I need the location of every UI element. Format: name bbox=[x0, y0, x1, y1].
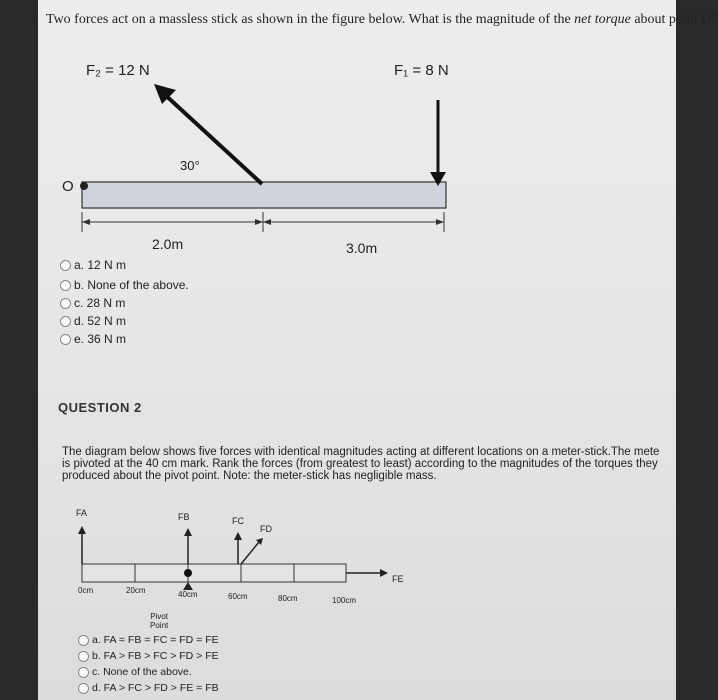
option-label: e. 36 N m bbox=[74, 332, 127, 346]
tick-20cm: 20cm bbox=[126, 586, 146, 595]
massless-stick bbox=[82, 182, 446, 208]
question2-figure bbox=[38, 510, 676, 630]
prompt-line-1: The diagram below shows five forces with identical magnitudes acting at different locations on a meter-stick.The mete bbox=[62, 446, 660, 458]
fd-label: FD bbox=[260, 524, 272, 534]
worksheet-photo bbox=[38, 0, 718, 700]
distance-3m-label: 3.0m bbox=[346, 240, 378, 256]
prompt-part-3: about point O? bbox=[630, 12, 718, 27]
fb-arrowhead bbox=[184, 528, 192, 536]
tick-100cm: 100cm bbox=[332, 596, 357, 605]
radio-button[interactable] bbox=[60, 280, 71, 291]
fc-label: FC bbox=[232, 516, 244, 526]
option-label: c. None of the above. bbox=[92, 666, 192, 678]
option-label: b. None of the above. bbox=[74, 278, 189, 292]
distance-2m-label: 2.0m bbox=[152, 236, 184, 252]
pivot-support bbox=[183, 582, 193, 590]
option-label: b. FA > FB > FC > FD > FE bbox=[92, 650, 219, 662]
tick-0cm: 0cm bbox=[78, 586, 94, 595]
radio-button[interactable] bbox=[78, 651, 89, 662]
dim-arrow-mid-left bbox=[255, 219, 263, 225]
question1-figure bbox=[38, 0, 676, 270]
pivot-point-label bbox=[150, 612, 168, 630]
fa-label: FA bbox=[76, 508, 88, 518]
radio-button[interactable] bbox=[78, 683, 89, 694]
radio-button[interactable] bbox=[78, 667, 89, 678]
q1-option-b[interactable] bbox=[60, 278, 189, 292]
f1-label: F₁ = 8 N bbox=[394, 62, 449, 79]
pivot-label-line1: Pivot bbox=[150, 612, 169, 621]
fa-arrowhead bbox=[78, 526, 86, 534]
radio-button[interactable] bbox=[60, 260, 71, 271]
option-label: a. 12 N m bbox=[74, 258, 127, 272]
prompt-line-2: is pivoted at the 40 cm mark. Rank the forces (from greatest to least) according to the magnitudes of the torques they bbox=[62, 458, 658, 470]
q1-option-a[interactable] bbox=[60, 258, 126, 272]
radio-button[interactable] bbox=[60, 334, 71, 345]
pivot-dot bbox=[184, 569, 192, 577]
fe-arrowhead bbox=[380, 569, 388, 577]
radio-button[interactable] bbox=[60, 316, 71, 327]
option-label: a. FA = FB = FC = FD = FE bbox=[92, 634, 219, 646]
q2-option-a[interactable] bbox=[78, 634, 219, 646]
question2-prompt bbox=[62, 446, 682, 482]
prompt-emphasis: net torque bbox=[574, 12, 631, 27]
tick-40cm: 40cm bbox=[178, 590, 198, 599]
option-label: c. 28 N m bbox=[74, 296, 126, 310]
q1-option-c[interactable] bbox=[60, 296, 125, 310]
f2-arrow-shaft bbox=[162, 92, 262, 184]
tick-60cm: 60cm bbox=[228, 592, 248, 601]
fb-label: FB bbox=[178, 512, 190, 522]
q2-option-c[interactable] bbox=[78, 666, 192, 678]
dim-arrow-right bbox=[436, 219, 444, 225]
radio-button[interactable] bbox=[78, 635, 89, 646]
fc-arrowhead bbox=[234, 532, 242, 540]
pivot-point-o bbox=[80, 182, 88, 190]
prompt-part-1: Two forces act on a massless stick as shown in the figure below. What is the magnitude of the bbox=[46, 12, 575, 27]
q1-option-e[interactable] bbox=[60, 332, 126, 346]
q2-option-d[interactable] bbox=[78, 682, 219, 694]
dim-arrow-left bbox=[82, 219, 90, 225]
point-o-label: O bbox=[62, 178, 74, 195]
radio-button[interactable] bbox=[60, 298, 71, 309]
meter-stick bbox=[82, 564, 346, 582]
tick-80cm: 80cm bbox=[278, 594, 298, 603]
angle-label: 30° bbox=[180, 158, 200, 173]
q1-option-d[interactable] bbox=[60, 314, 126, 328]
option-label: d. 52 N m bbox=[74, 314, 127, 328]
fe-label: FE bbox=[392, 574, 404, 584]
fd-arrow-shaft bbox=[241, 542, 259, 564]
f2-label: F₂ = 12 N bbox=[86, 62, 150, 79]
dim-arrow-mid-right bbox=[263, 219, 271, 225]
option-label: d. FA > FC > FD > FE = FB bbox=[92, 682, 219, 694]
q2-option-b[interactable] bbox=[78, 650, 219, 662]
prompt-line-3: produced about the pivot point. Note: the meter-stick has negligible mass. bbox=[62, 470, 437, 482]
question2-title: QUESTION 2 bbox=[58, 400, 142, 415]
pivot-label-line2: Point bbox=[150, 621, 169, 630]
